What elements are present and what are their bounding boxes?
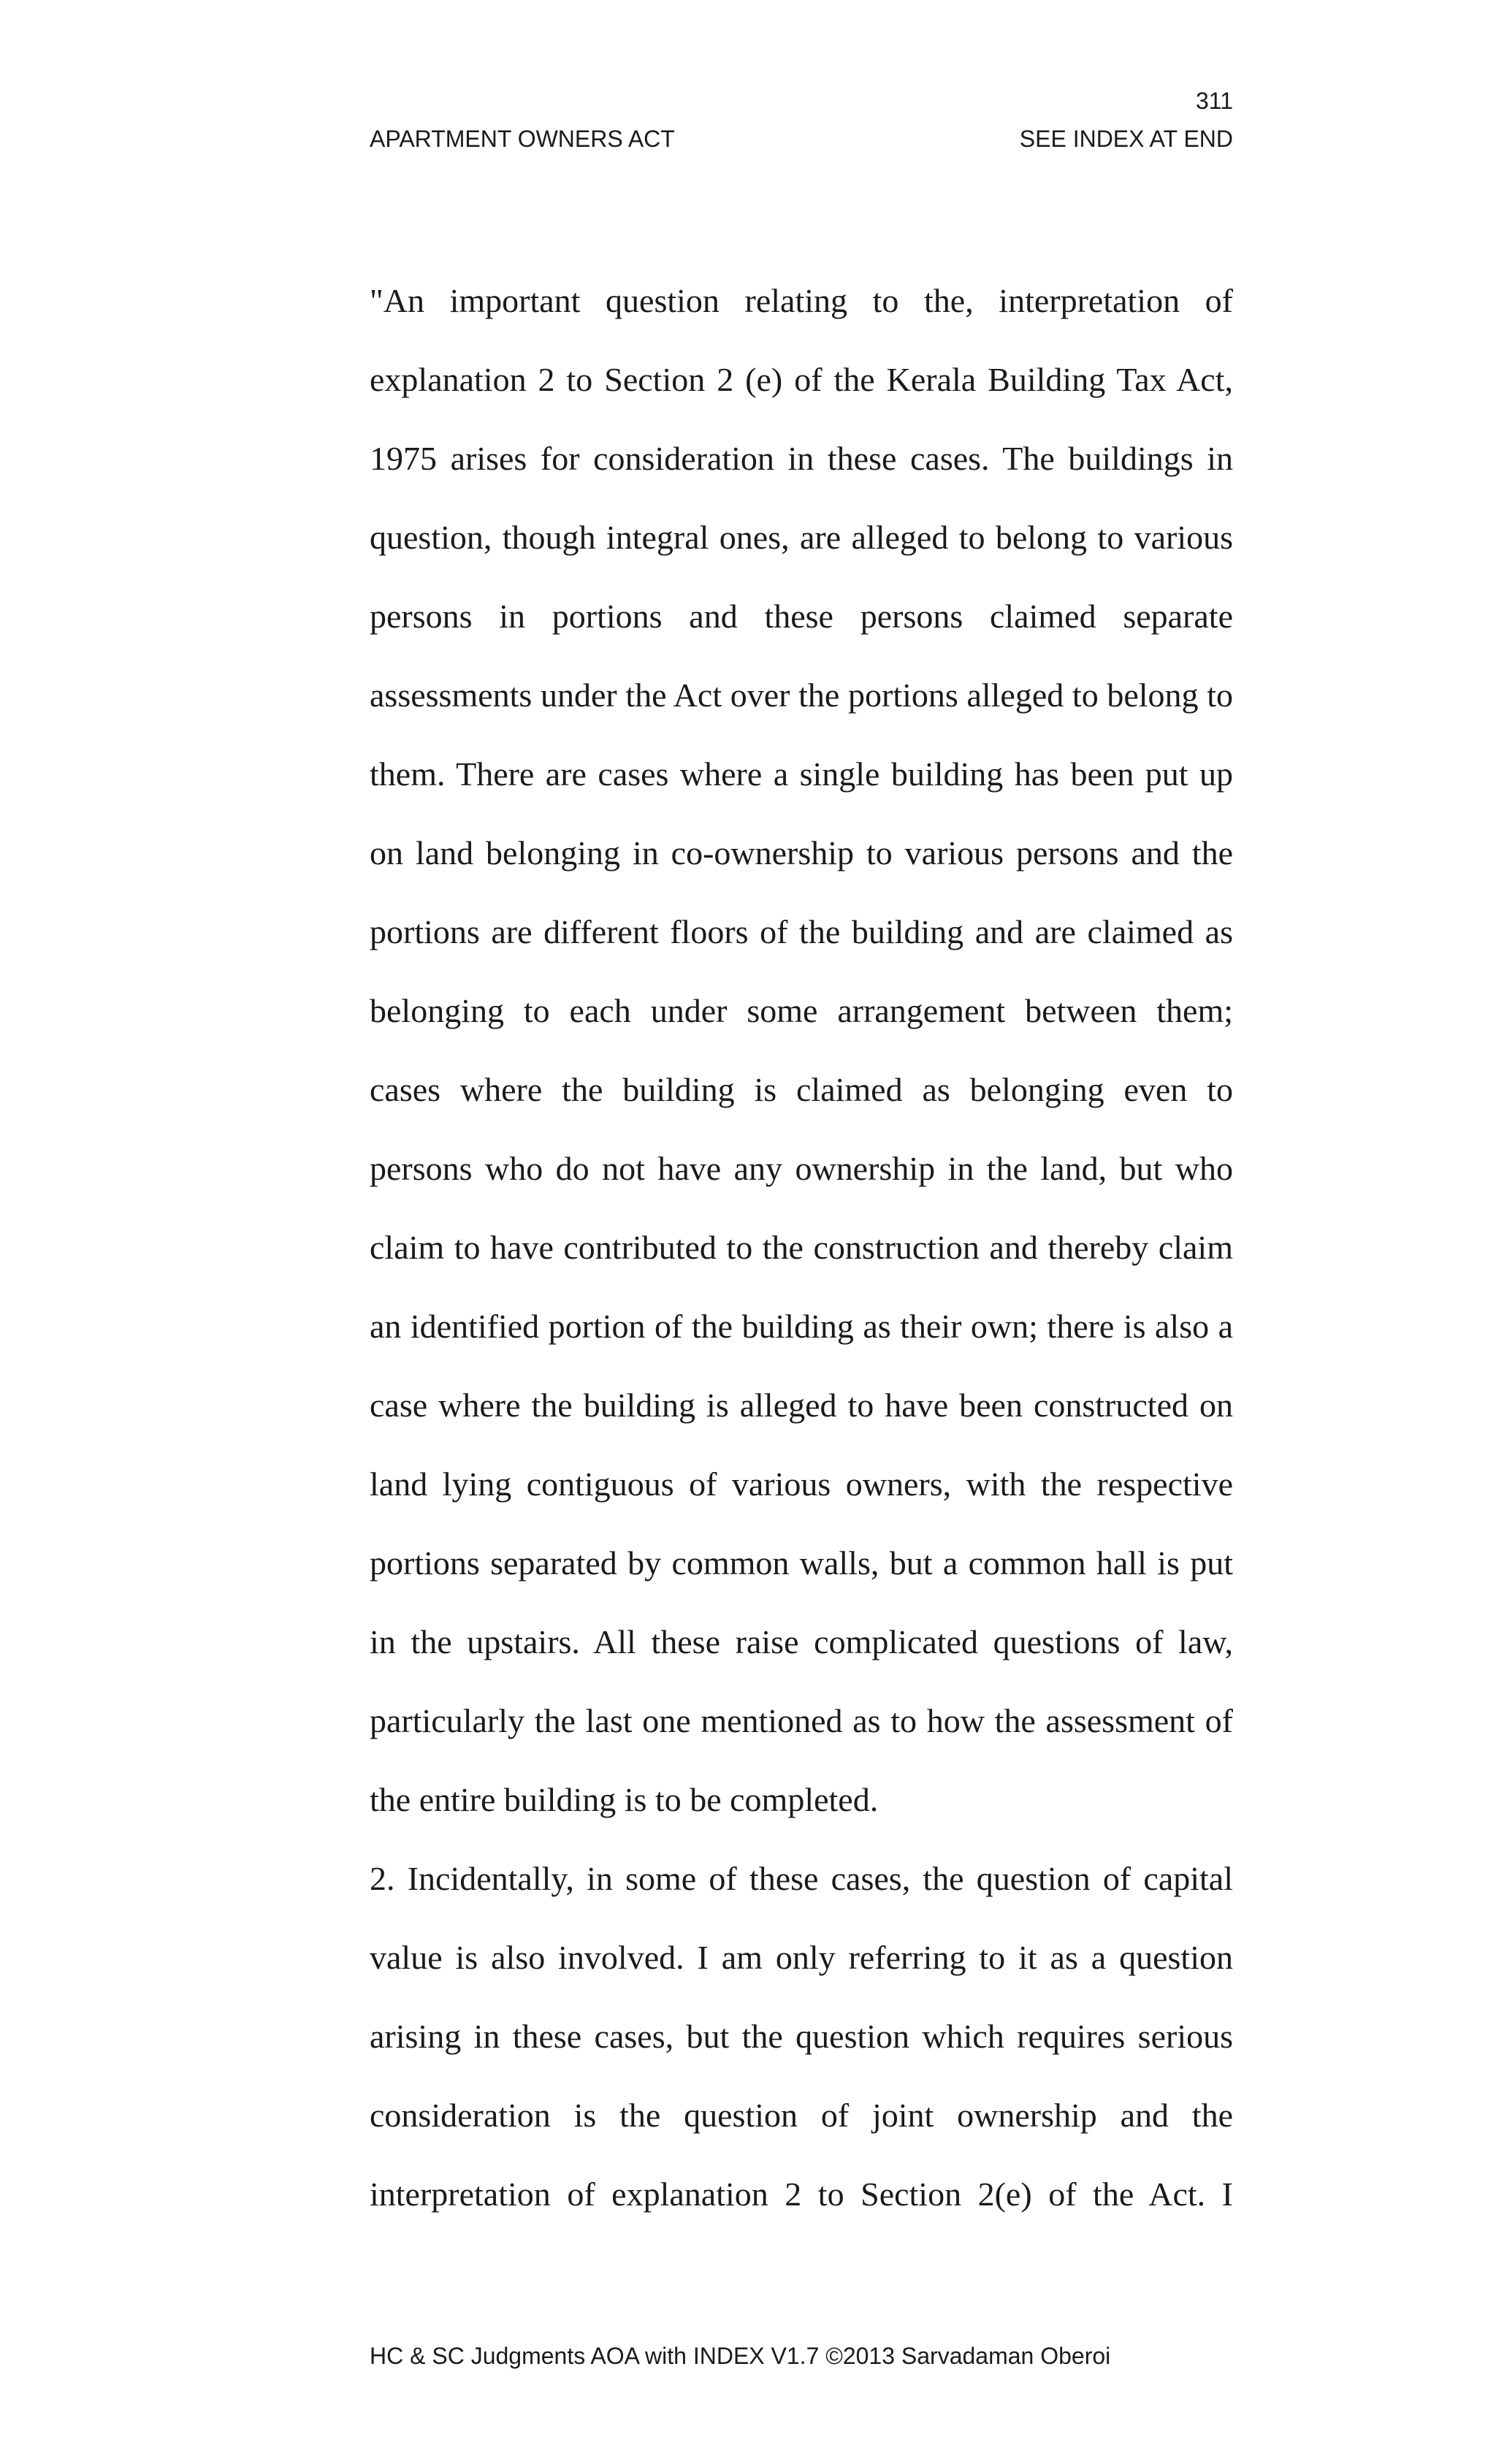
running-header-title: APARTMENT OWNERS ACT [370, 126, 675, 152]
running-header-index-note: SEE INDEX AT END [1019, 126, 1233, 152]
page-footer: HC & SC Judgments AOA with INDEX V1.7 ©2013 Sarvadaman Oberoi [370, 2343, 1111, 2369]
paragraph-1: "An important question relating to the, interpretation of explanation 2 to Section 2 (e) of the Kerala Building Tax Act, 1975 arises for consideration in these cases. The buildings in question, though integral ones, are alleged to belong to various persons in portions and these persons claimed separate assessments under the Act over the portions alleged to belong to them. There are cases where a single building has been put up on land belonging in co-ownership to various persons and the portions are different floors of the building and are claimed as belonging to each under some arrangement between them; cases where the building is claimed as belonging even to persons who do not have any ownership in the land, but who claim to have contributed to the construction and thereby claim an identified portion of the building as their own; there is also a case where the building is alleged to have been constructed on land lying contiguous of various owners, with the respective portions separated by common walls, but a common hall is put in the upstairs. All these raise complicated questions of law, particularly the last one mentioned as to how the assessment of the entire building is to be completed. [370, 282, 1233, 1818]
paragraph-2: 2. Incidentally, in some of these cases, the question of capital value is also involved. I am only referring to it as a question arising in these cases, but the question which requires serious consideration is the question of joint ownership and the interpretation of explanation 2 to Section 2(e) of the Act. I [370, 1860, 1233, 2213]
page-number: 311 [1195, 88, 1233, 114]
page-header [370, 86, 1233, 156]
judgment-text [370, 262, 1233, 2234]
